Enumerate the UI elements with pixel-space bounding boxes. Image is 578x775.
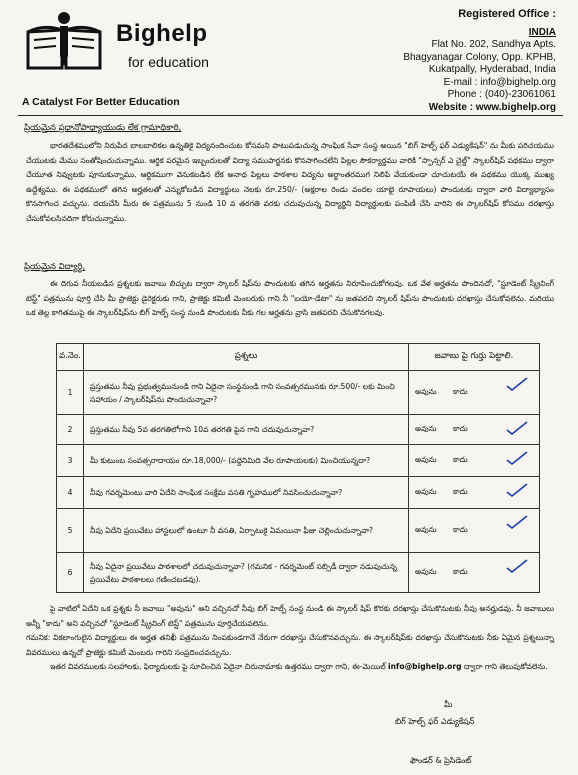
contact-tail: ద్వారా గాని తెలుపుకోవలెను. xyxy=(463,662,548,671)
intro-text: భారతదేశములోని నిరుపేద బాలబాలికల ఉన్నతికై విద్యనందించుట కోసమని పాటుపడుచున్న సాంఘిక సేవా సంస్థ అయిన "బిగ్ హెల్ప్ ఫర్ ఎడ్యుకేషన్" ను మీకు పరిచయము చేయుటకు మేము సంతోషించుచున్నాము. ఆర్థిక పరమైన ఇబ్బందులతో విద్యా సముపార్జనకు కొనసాగించలేని పిల్లల సౌకర్యార్థము వారికి "స్పాన్సర్ ఎ చైల్డ్" స్కాలర్‌షిప్ పథకము ద్వారా చేయూత నివ్వుటకు పూనుకున్నాము. ఆర్థికముగా వెనుకబడిన లేక అనాథ పిల్లలు పాఠశాల విద్యను అర్థాంతరముగ నిలిపి వేయకుండా చూచుటయే ఈ పథకము యొక్క ముఖ్య ఉద్దేశ్యము. ఈ పథకములో తగిన అర్హతలతో ఎన్నుకోబడిన విద్యార్థులు నెలకు రూ.250/- (అక్షరాల రెండు వందల యాభై రూపాయలు) పొందుటకు ద్వారా వారి విద్యాభ్యాసం కొనసాగించ వచ్చును. దయచేసి మీరు ఈ పత్రమును 5 నుండి 10 వ తరగతి వరకు చదువుచున్న విద్యార్థిని విద్యార్థులకు పంపిణీ చేసి వారిని ఈ స్కాలర్‌షిప్ కోసము దరఖాస్తు చేసుకోవలసినదిగా కోరుచున్నాము. xyxy=(26,141,554,223)
office-website: Website : www.bighelp.org xyxy=(428,101,556,113)
table-row xyxy=(57,445,540,477)
checkmark-icon xyxy=(505,515,529,529)
checkmark-icon xyxy=(505,377,529,391)
table-row xyxy=(57,371,540,415)
answer-yes[interactable]: అవును xyxy=(415,525,437,534)
row-question: నీవు ఏదైనా ప్రయివేటు పాఠశాలలో చదువుచున్నావా? (గమనిక - గవర్నమెంట్ సబ్సిడీ ద్వారా నడుపుచున్న ప్రయివేటు పాఠశాలలు గణించబడవు). xyxy=(84,553,409,593)
intro-paragraph xyxy=(26,139,554,226)
contact-text: ఇతర వివరములకు సలహాలకు, ఫిర్యాదులకు పై సూచించిన ఏదైనా చిరునామాకు ఉత్తరము ద్వారా గాని, ఈ-మెయిల్ xyxy=(50,662,386,671)
answer-yes[interactable]: అవును xyxy=(415,567,437,576)
result-paragraph xyxy=(26,602,554,631)
row-answer-cell xyxy=(409,477,540,509)
header-answer: జవాబు పై గుర్తు పెట్టాలి. xyxy=(409,344,540,371)
instructions-paragraph xyxy=(26,277,554,321)
checkmark-icon xyxy=(505,451,529,465)
office-line3: Kukatpally, Hyderabad, India xyxy=(428,64,556,75)
answer-no[interactable]: కాదు xyxy=(453,487,468,496)
table-header-row xyxy=(57,344,540,371)
office-line2: Bhagyanagar Colony, Opp. KPHB, xyxy=(403,51,556,63)
signature-title: ఫౌండర్ & ప్రెసిడెంట్ xyxy=(410,756,472,765)
instructions-text: ఈ దిగువ నీయబడిన ప్రశ్నలకు జవాబు లిచ్చుట ద్వారా స్కాలర్ షిప్‌ను పొందుటకు తగిన అర్హతను నిరూపించుకోగలవు. ఒక వేళ అర్హతను పొందినచో, "స్టూడెంట్ స్క్రీనింగ్ టెస్ట్" పత్రమును పూర్తి చేసి మీ ప్రాజెక్టు డైరెక్టరుకు గాని, ప్రాజెక్టు కమిటీ మెంబరుకు గాని నీ "బయో-డేటా" ను జతపరచి స్కాలర్ షిప్‌ను పొందుటకు దరఖాస్తు చేసుకోవలెను. మరియు ఒక తెల్ల కాగితముపై ఈ స్కాలర్‌షిప్‌ను బిగ్ హెల్ప్ సంస్థ నుండి పొందుటకు నీకు గల అర్హతను వ్రాసి జతపరచి చేసుకొనగలవు. xyxy=(26,279,554,317)
row-number: 4 xyxy=(57,477,84,509)
checkmark-icon xyxy=(505,559,529,573)
answer-yes[interactable]: అవును xyxy=(415,387,437,396)
table-row xyxy=(57,509,540,553)
office-email: E-mail : info@bighelp.org xyxy=(443,76,556,88)
signature-word: మీ xyxy=(444,700,453,709)
table-row xyxy=(57,553,540,593)
row-number: 2 xyxy=(57,415,84,445)
answer-no[interactable]: కాదు xyxy=(453,567,468,576)
salutation-student: ప్రియమైన విద్యార్థి, xyxy=(24,262,86,272)
contact-paragraph xyxy=(26,660,554,675)
header-divider xyxy=(18,115,563,116)
office-heading: Registered Office : xyxy=(458,8,556,20)
table-row xyxy=(57,477,540,509)
result-text: పై వాటిలో ఏదేని ఒక ప్రశ్నకు నీ జవాబు "అవును" అని వచ్చినచో నీవు బిగ్ హెల్ప్ సంస్థ నుండి ఈ స్కాలర్ షిప్ కొరకు దరఖాస్తు చేసుకొనుటకు నీవు అనర్హుడవు. నీ జవాబులు అన్నీ "కాదు" అని వచ్చినచో "స్టూడెంట్ స్క్రీనింగ్ టెస్ట్" పత్రమును పూర్తిచేయవలెను. xyxy=(26,604,554,628)
bighelp-logo-icon xyxy=(24,10,104,72)
row-answer-cell xyxy=(409,415,540,445)
office-phone: Phone : (040)-23061061 xyxy=(447,89,556,100)
email-link[interactable]: info@bighelp.org xyxy=(388,662,462,671)
brand-name: Bighelp xyxy=(116,20,208,47)
eligibility-table xyxy=(56,343,540,593)
row-question: నీవు గవర్నమెంటు వారి ఏదేని సాంఘిక సంక్షేమ వసతి గృహములో నివసించుచున్నావా? xyxy=(84,477,409,509)
note-paragraph: గమనిక: వికలాంగులైన విద్యార్థులు ఈ అర్హత తనిఖీ పత్రమును నింపకుండగానే నేరుగా దరఖాస్తు చేసుకొనవచ్చును. ఈ స్కాలర్‌షిప్‌కు దరఖాస్తు చేసుకొనుటకు నీకు ఏమైన ప్రశ్నలున్నా వివరములు ఉన్నచో ప్రాజెక్టు కమిటీ మెంబరు గారిని సంప్రదించవచ్చును. xyxy=(26,633,554,657)
row-number: 6 xyxy=(57,553,84,593)
table-row xyxy=(57,415,540,445)
row-number: 1 xyxy=(57,371,84,415)
row-answer-cell xyxy=(409,445,540,477)
row-question: ప్రస్తుతము నీవు ప్రభుత్వమునుండి గాని ఏదైనా సంస్థనుండి గాని సంవత్సరమునకు రూ.500/- లకు మించి సహాయం / స్కాలర్‌షిప్‌ను పొందుచున్నావా? xyxy=(84,371,409,415)
checkmark-icon xyxy=(505,421,529,435)
row-question: నీవు ఏదేని ప్రయివేటు హాస్టలులో ఉంటూ నీ వసతి, ఏర్పాటుకై ఏమయినా ఫీజు చెల్లించుచున్నావా? xyxy=(84,509,409,553)
row-answer-cell xyxy=(409,553,540,593)
signature-org: బిగ్ హెల్ప్ ఫర్ ఎడ్యుకేషన్ xyxy=(395,717,475,726)
row-number: 3 xyxy=(57,445,84,477)
answer-no[interactable]: కాదు xyxy=(453,424,468,433)
brand-subtitle: for education xyxy=(128,54,209,70)
tagline: A Catalyst For Better Education xyxy=(22,96,180,108)
row-question: ప్రస్తుతము నీవు 5వ తరగతిలోగాని 10వ తరగతి పైన గాని చదువుచున్నావా? xyxy=(84,415,409,445)
registered-office xyxy=(356,8,556,114)
answer-yes[interactable]: అవును xyxy=(415,424,437,433)
office-line1: Flat No. 202, Sandhya Apts. xyxy=(431,39,556,50)
answer-no[interactable]: కాదు xyxy=(453,387,468,396)
row-answer-cell xyxy=(409,371,540,415)
checkmark-icon xyxy=(505,483,529,497)
office-country: INDIA xyxy=(528,26,556,38)
answer-no[interactable]: కాదు xyxy=(453,455,468,464)
salutation-headmaster: ప్రియమైన ప్రధానోపాధ్యాయుడు లేక గ్రామాధికారి, xyxy=(24,123,182,133)
header-number: వ.నెం. xyxy=(57,344,84,371)
answer-no[interactable]: కాదు xyxy=(453,525,468,534)
row-number: 5 xyxy=(57,509,84,553)
answer-yes[interactable]: అవును xyxy=(415,487,437,496)
answer-yes[interactable]: అవును xyxy=(415,455,437,464)
row-question: మీ కుటుంబ సంవత్సరాదాయం రూ.18,000/- (పద్దెనిమిది వేల రూపాయలకు) మించియున్నదా? xyxy=(84,445,409,477)
row-answer-cell xyxy=(409,509,540,553)
header-questions: ప్రశ్నలు xyxy=(84,344,409,371)
